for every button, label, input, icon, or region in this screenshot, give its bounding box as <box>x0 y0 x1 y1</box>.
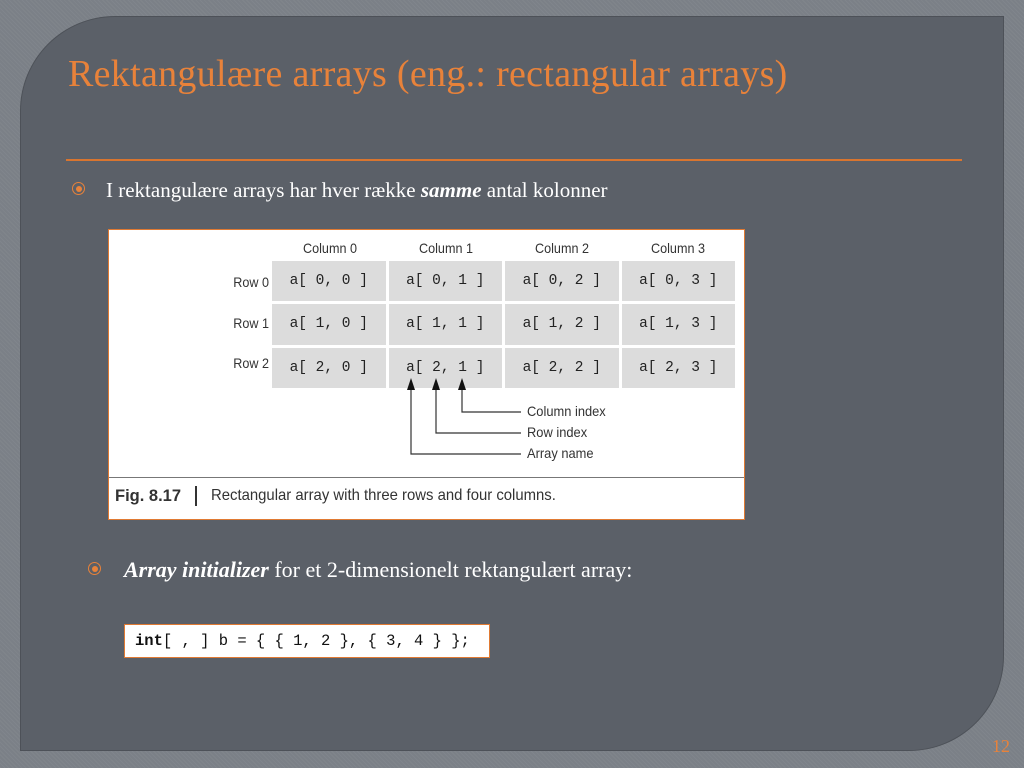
slide-title: Rektangulære arrays (eng.: rectangular arrays) <box>68 53 788 95</box>
code-line <box>135 632 470 650</box>
array-cell-0-1: a[ 0, 1 ] <box>389 261 503 301</box>
array-name-arrow <box>411 389 521 454</box>
bullet-2-emphasis: Array initializer <box>124 557 269 582</box>
bullet-1-text <box>106 178 608 203</box>
column-header-3: Column 3 <box>651 240 705 256</box>
column-header-2: Column 2 <box>535 240 589 256</box>
column-index-arrowhead <box>458 378 466 390</box>
array-cell-1-3: a[ 1, 3 ] <box>622 304 736 344</box>
bullet-2-text <box>124 557 632 583</box>
bullet-1 <box>72 178 608 203</box>
row-header-1: Row 1 <box>233 315 269 331</box>
figure-caption <box>115 486 582 506</box>
row-header-2: Row 2 <box>233 355 269 371</box>
array-cell-1-0: a[ 1, 0 ] <box>272 304 386 344</box>
title-divider <box>66 159 962 161</box>
caption-label: Fig. 8.17 <box>115 486 182 505</box>
column-index-label: Column index <box>527 403 606 419</box>
code-keyword: int <box>135 632 163 650</box>
caption-separator <box>195 486 197 506</box>
array-name-label: Array name <box>527 445 594 461</box>
array-cell-2-2: a[ 2, 2 ] <box>505 348 619 388</box>
bullet-1-text-before: I rektangulære arrays har hver række <box>106 178 421 202</box>
array-cell-0-3: a[ 0, 3 ] <box>622 261 736 301</box>
row-index-label: Row index <box>527 424 588 440</box>
column-header-0: Column 0 <box>303 240 357 256</box>
bullet-circle-icon <box>72 182 85 195</box>
bullet-circle-icon <box>88 562 101 575</box>
array-cell-2-1: a[ 2, 1 ] <box>389 348 503 388</box>
array-figure <box>108 229 745 520</box>
array-name-arrowhead <box>407 378 415 390</box>
column-header-1: Column 1 <box>419 240 473 256</box>
caption-divider <box>109 477 744 478</box>
bullet-1-text-after: antal kolonner <box>481 178 608 202</box>
bullet-2 <box>88 557 632 583</box>
code-example <box>124 624 490 658</box>
array-cell-2-3: a[ 2, 3 ] <box>622 348 736 388</box>
column-index-arrow <box>462 389 521 412</box>
array-cell-0-0: a[ 0, 0 ] <box>272 261 386 301</box>
caption-text: Rectangular array with three rows and four columns. <box>211 487 556 504</box>
array-cell-0-2: a[ 0, 2 ] <box>505 261 619 301</box>
row-index-arrowhead <box>432 378 440 390</box>
code-rest: [ , ] b = { { 1, 2 }, { 3, 4 } }; <box>162 632 470 650</box>
array-cell-1-2: a[ 1, 2 ] <box>505 304 619 344</box>
bullet-1-emphasis: samme <box>420 178 482 202</box>
row-header-0: Row 0 <box>233 274 269 290</box>
annotation-arrows <box>109 230 744 519</box>
slide-number: 12 <box>992 736 1010 756</box>
bullet-2-text-after: for et 2-dimensionelt rektangulært array: <box>268 557 633 582</box>
array-cell-2-0: a[ 2, 0 ] <box>272 348 386 388</box>
row-index-arrow <box>436 389 521 433</box>
array-cell-1-1: a[ 1, 1 ] <box>389 304 503 344</box>
